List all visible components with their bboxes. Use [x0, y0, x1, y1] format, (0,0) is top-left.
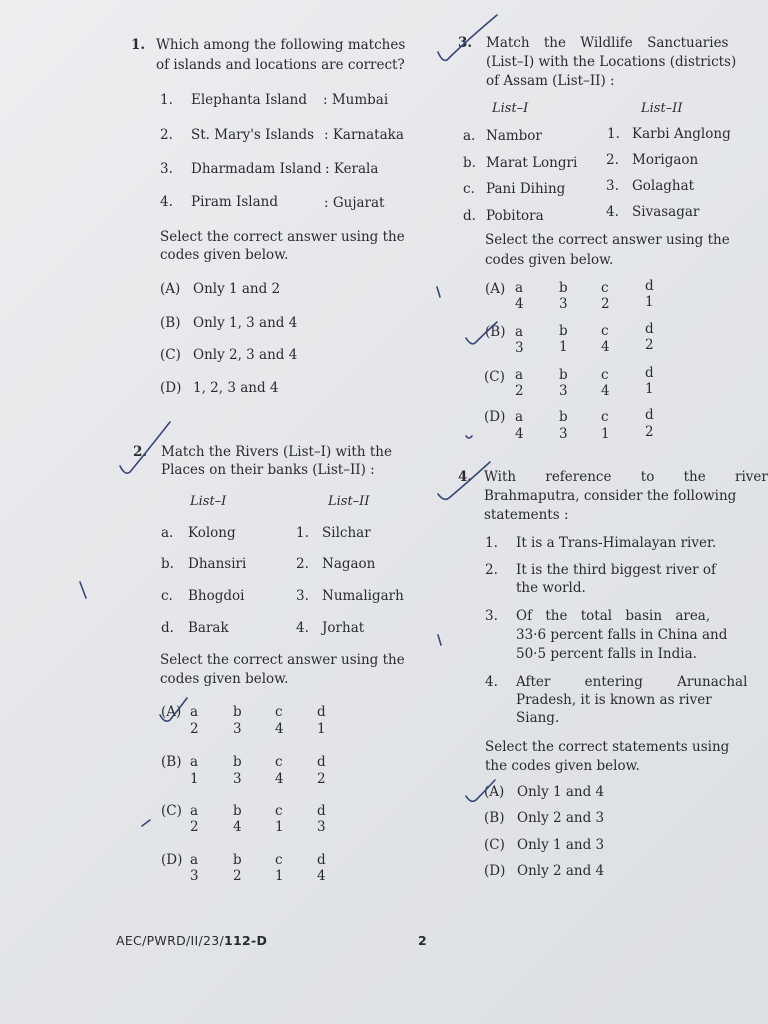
code-value: 4	[275, 771, 284, 787]
instruction-line: Select the correct statements using	[485, 739, 730, 755]
item-location: : Kerala	[325, 161, 379, 177]
list-value: Nagaon	[322, 556, 376, 572]
option-label[interactable]: (C)	[484, 837, 505, 853]
check-mark-icon	[466, 436, 472, 438]
instruction-line: the codes given below.	[485, 758, 640, 774]
list-value: Sivasagar	[632, 204, 700, 220]
code-letter: c	[275, 754, 283, 770]
item-name: Dharmadam Island	[191, 161, 322, 177]
question-stem-line: of Assam (List–II) :	[486, 73, 615, 89]
option-text[interactable]: Only 2 and 3	[517, 810, 605, 826]
item-number: 2.	[160, 127, 173, 143]
question-stem-line: Places on their banks (List–II) :	[161, 462, 375, 478]
list-heading: List–II	[641, 101, 683, 116]
code-value: 3	[317, 819, 326, 835]
item-name: St. Mary's Islands	[191, 127, 315, 143]
code-value: 2	[645, 424, 654, 440]
instruction-line: codes given below.	[160, 671, 289, 687]
question-stem-line: With reference to the river	[484, 469, 768, 485]
code-value: 3	[190, 868, 199, 884]
option-label[interactable]: (D)	[484, 409, 506, 425]
instruction-line: codes given below.	[160, 247, 289, 263]
code-letter: d	[317, 704, 326, 720]
list-value: Silchar	[322, 525, 371, 541]
code-value: 1	[275, 868, 284, 884]
code-letter: a	[515, 409, 524, 425]
code-value: 4	[317, 868, 326, 884]
statement-number: 4.	[485, 674, 498, 690]
code-letter: c	[601, 280, 609, 296]
paper-code	[116, 933, 267, 948]
code-value: 4	[601, 339, 610, 355]
statement-line: the world.	[516, 580, 586, 596]
code-letter: a	[515, 280, 524, 296]
question-stem-line: Match the Wildlife Sanctuaries	[486, 35, 729, 51]
code-letter: d	[645, 278, 654, 294]
code-value: 4	[601, 383, 610, 399]
code-value: 2	[190, 819, 199, 835]
code-letter: b	[233, 803, 242, 819]
code-value: 2	[233, 868, 242, 884]
option-text[interactable]: 1, 2, 3 and 4	[193, 380, 279, 396]
statement-line: It is the third biggest river of	[516, 562, 716, 578]
item-name: Elephanta Island	[191, 92, 307, 108]
code-letter: c	[601, 409, 609, 425]
code-value: 2	[317, 771, 326, 787]
option-label[interactable]: (B)	[160, 315, 181, 331]
code-letter: b	[559, 409, 568, 425]
question-stem-line: Match the Rivers (List–I) with the	[161, 444, 392, 460]
option-label[interactable]: (C)	[161, 803, 182, 819]
code-letter: b	[559, 280, 568, 296]
code-value: 3	[559, 426, 568, 442]
question-number: 2.	[133, 444, 148, 460]
code-value: 4	[275, 721, 284, 737]
code-letter: a	[190, 754, 199, 770]
option-label[interactable]: (D)	[161, 852, 183, 868]
list-value: Nambor	[486, 128, 542, 144]
list-value: Golaghat	[632, 178, 695, 194]
list-heading: List–I	[190, 494, 227, 509]
option-label[interactable]: (A)	[160, 281, 181, 297]
item-location: : Karnataka	[324, 127, 404, 143]
list-key: c.	[161, 588, 173, 604]
code-value: 1	[559, 339, 568, 355]
option-label[interactable]: (B)	[484, 810, 505, 826]
pen-stroke-icon	[142, 820, 150, 826]
statement-number: 1.	[485, 535, 498, 551]
list-key: 2.	[296, 556, 309, 572]
code-value: 3	[559, 383, 568, 399]
option-text[interactable]: Only 2, 3 and 4	[193, 347, 298, 363]
code-value: 3	[233, 771, 242, 787]
instruction-line: codes given below.	[485, 252, 614, 268]
list-key: 1.	[296, 525, 309, 541]
code-letter: d	[645, 365, 654, 381]
question-stem-line: statements :	[484, 507, 569, 523]
option-text[interactable]: Only 1, 3 and 4	[193, 315, 298, 331]
code-value: 4	[515, 426, 524, 442]
list-value: Karbi Anglong	[632, 126, 731, 142]
question-stem-line: of islands and locations are correct?	[156, 57, 405, 73]
code-value: 1	[317, 721, 326, 737]
option-text[interactable]: Only 1 and 2	[193, 281, 281, 297]
item-number: 3.	[160, 161, 173, 177]
code-letter: c	[601, 323, 609, 339]
code-value: 1	[190, 771, 199, 787]
list-key: c.	[463, 181, 475, 197]
code-value: 2	[190, 721, 199, 737]
list-key: 4.	[606, 204, 619, 220]
option-text[interactable]: Only 1 and 4	[517, 784, 605, 800]
list-key: 3.	[606, 178, 619, 194]
statement-number: 2.	[485, 562, 498, 578]
list-value: Morigaon	[632, 152, 699, 168]
code-letter: b	[559, 323, 568, 339]
code-letter: c	[275, 704, 283, 720]
option-label[interactable]: (B)	[161, 754, 182, 770]
code-value: 3	[233, 721, 242, 737]
code-value: 1	[275, 819, 284, 835]
item-location: : Mumbai	[323, 92, 389, 108]
paper-code-set: 112-D	[224, 933, 268, 948]
option-text[interactable]: Only 1 and 3	[517, 837, 605, 853]
code-value: 2	[645, 337, 654, 353]
list-key: b.	[161, 556, 174, 572]
code-letter: d	[317, 803, 326, 819]
list-key: 1.	[607, 126, 620, 142]
code-letter: a	[515, 367, 524, 383]
list-key: 4.	[296, 620, 309, 636]
question-number: 1.	[131, 37, 146, 53]
list-key: b.	[463, 155, 476, 171]
pen-stroke-icon	[437, 287, 440, 297]
list-heading: List–II	[328, 494, 370, 509]
code-letter: a	[190, 704, 199, 720]
statement-line: Pradesh, it is known as river	[516, 692, 712, 708]
code-letter: c	[601, 367, 609, 383]
list-key: a.	[463, 128, 476, 144]
list-value: Numaligarh	[322, 588, 404, 604]
list-value: Dhansiri	[188, 556, 247, 572]
paper-code-prefix: AEC/PWRD/II/23/	[116, 933, 225, 948]
code-letter: d	[317, 754, 326, 770]
option-label[interactable]: (A)	[484, 784, 505, 800]
statement-line: Of the total basin area,	[516, 608, 711, 624]
code-value: 1	[601, 426, 610, 442]
code-value: 1	[645, 381, 654, 397]
code-value: 3	[515, 340, 524, 356]
statement-line: 50·5 percent falls in India.	[516, 646, 697, 662]
option-label[interactable]: (C)	[484, 369, 505, 385]
statement-number: 3.	[485, 608, 498, 624]
list-value: Marat Longri	[486, 155, 578, 171]
list-value: Jorhat	[322, 620, 365, 636]
statement-line: 33·6 percent falls in China and	[516, 627, 728, 643]
code-letter: d	[317, 852, 326, 868]
code-letter: d	[645, 321, 654, 337]
option-label[interactable]: (D)	[160, 380, 182, 396]
list-key: 2.	[606, 152, 619, 168]
list-heading: List–I	[492, 101, 529, 116]
option-label[interactable]: (D)	[484, 863, 506, 879]
code-letter: a	[515, 324, 524, 340]
instruction-line: Select the correct answer using the	[160, 229, 405, 245]
instruction-line: Select the correct answer using the	[485, 232, 730, 248]
list-value: Pani Dihing	[486, 181, 566, 197]
question-number: 3.	[458, 35, 473, 51]
option-label[interactable]: (A)	[485, 281, 506, 297]
statement-line: It is a Trans-Himalayan river.	[516, 535, 717, 551]
question-stem-line: Brahmaputra, consider the following	[484, 488, 737, 504]
code-letter: b	[559, 367, 568, 383]
page-number: 2	[418, 933, 427, 948]
list-key: 3.	[296, 588, 309, 604]
code-value: 1	[645, 294, 654, 310]
list-key: d.	[161, 620, 174, 636]
code-value: 4	[233, 819, 242, 835]
option-text[interactable]: Only 2 and 4	[517, 863, 605, 879]
item-number: 4.	[160, 194, 173, 210]
code-letter: b	[233, 754, 242, 770]
option-label[interactable]: (A)	[161, 704, 182, 720]
list-key: a.	[161, 525, 174, 541]
list-value: Pobitora	[486, 208, 544, 224]
statement-line: Siang.	[516, 710, 560, 726]
code-letter: b	[233, 704, 242, 720]
code-letter: a	[190, 803, 199, 819]
question-number: 4.	[458, 469, 473, 485]
code-letter: b	[233, 852, 242, 868]
code-value: 2	[515, 383, 524, 399]
question-stem-line: (List–I) with the Locations (districts)	[486, 54, 737, 70]
code-value: 4	[515, 296, 524, 312]
item-name: Piram Island	[191, 194, 278, 210]
instruction-line: Select the correct answer using the	[160, 652, 405, 668]
pen-stroke-icon	[438, 635, 441, 645]
question-stem-line: Which among the following matches	[156, 37, 406, 53]
list-value: Barak	[188, 620, 229, 636]
item-number: 1.	[160, 92, 173, 108]
option-label[interactable]: (B)	[485, 324, 506, 340]
statement-line: After entering Arunachal	[516, 674, 748, 690]
pen-stroke-icon	[80, 582, 86, 598]
code-value: 3	[559, 296, 568, 312]
list-value: Bhogdoi	[188, 588, 245, 604]
item-location: : Gujarat	[324, 195, 385, 211]
code-letter: c	[275, 852, 283, 868]
list-key: d.	[463, 208, 476, 224]
code-letter: a	[190, 852, 199, 868]
list-value: Kolong	[188, 525, 236, 541]
code-value: 2	[601, 296, 610, 312]
code-letter: c	[275, 803, 283, 819]
code-letter: d	[645, 407, 654, 423]
option-label[interactable]: (C)	[160, 347, 181, 363]
